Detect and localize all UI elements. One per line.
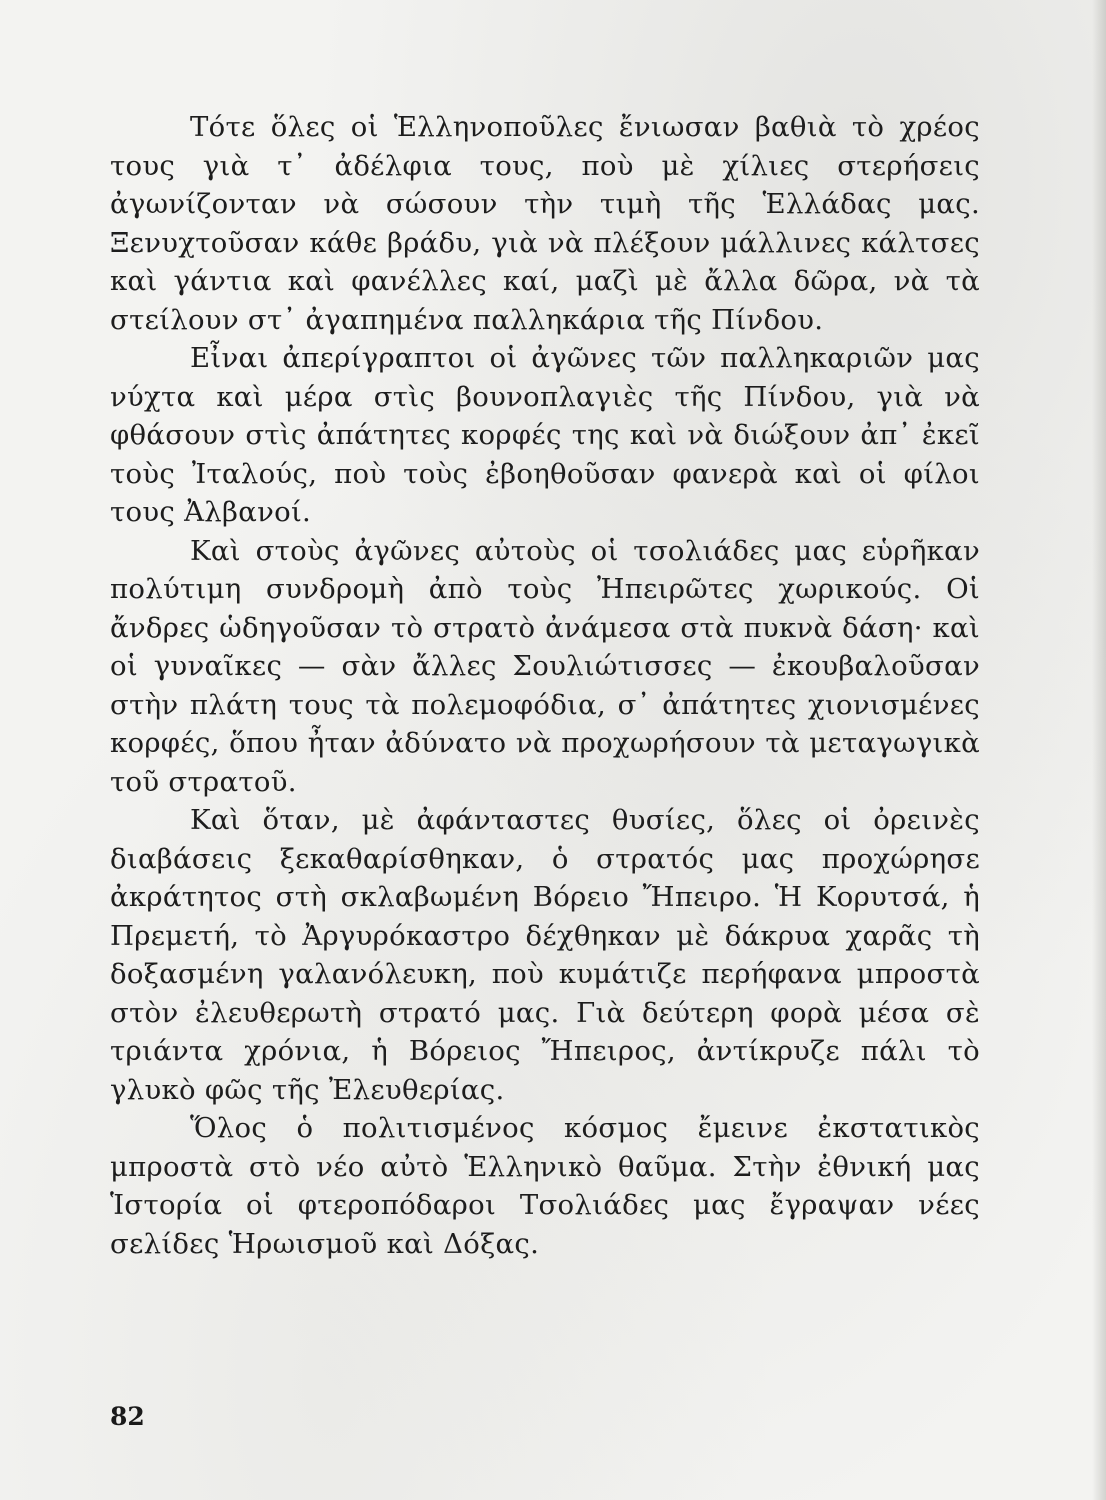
paragraph-5: Ὅλος ὁ πολιτισμένος κόσμος ἔμεινε ἐκστατικὸς μπροστὰ στὸ νέο αὐτὸ Ἑλληνικὸ θαῦμα. Στὴν ἐθνική μας Ἱστορία οἱ φτεροπόδαροι Τσολιάδες μας ἔγραψαν νέες σελίδες Ἡρωισμοῦ καὶ Δόξας. (110, 1112, 980, 1260)
paragraph-1: Τότε ὅλες οἱ Ἑλληνοποῦλες ἔνιωσαν βαθιὰ τὸ χρέος τους γιὰ τ᾽ ἀδέλφια τους, ποὺ μὲ χίλιες στερήσεις ἀγωνίζονταν νὰ σώσουν τὴν τιμὴ τῆς Ἑλλάδας μας. Ξενυχτοῦσαν κάθε βράδυ, γιὰ νὰ πλέξουν μάλλινες κάλτσες καὶ γάντια καὶ φανέλλες καί, μαζὶ μὲ ἄλλα δῶρα, νὰ τὰ στείλουν στ᾽ ἀγαπημένα παλληκάρια τῆς Πίνδου. (110, 111, 980, 336)
body-text (110, 108, 980, 1263)
paragraph-2: Εἶναι ἀπερίγραπτοι οἱ ἀγῶνες τῶν παλληκαριῶν μας νύχτα καὶ μέρα στὶς βουνοπλαγιὲς τῆς Πίνδου, γιὰ νὰ φθάσουν στὶς ἀπάτητες κορφές της καὶ νὰ διώξουν ἀπ᾽ ἐκεῖ τοὺς Ἰταλούς, ποὺ τοὺς ἐβοηθοῦσαν φανερὰ καὶ οἱ φίλοι τους Ἀλβανοί. (110, 342, 980, 528)
paragraph-3: Καὶ στοὺς ἀγῶνες αὐτοὺς οἱ τσολιάδες μας εὑρῆκαν πολύτιμη συνδρομὴ ἀπὸ τοὺς Ἠπειρῶτες χωρικούς. Οἱ ἄνδρες ὡδηγοῦσαν τὸ στρατὸ ἀνάμεσα στὰ πυκνὰ δάση· καὶ οἱ γυναῖκες — σὰν ἄλλες Σουλιώτισσες — ἐκουβαλοῦσαν στὴν πλάτη τους τὰ πολεμοφόδια, σ᾽ ἀπάτητες χιονισμένες κορφές, ὅπου ἦταν ἀδύνατο νὰ προχωρήσουν τὰ μεταγωγικὰ τοῦ στρατοῦ. (110, 534, 980, 798)
page-number: 82 (110, 1402, 145, 1431)
paragraph-4: Καὶ ὅταν, μὲ ἀφάνταστες θυσίες, ὅλες οἱ ὀρεινὲς διαβάσεις ξεκαθαρίσθηκαν, ὁ στρατός μας προχώρησε ἀκράτητος στὴ σκλαβωμένη Βόρειο Ἤπειρο. Ἡ Κορυτσά, ἡ Πρεμετή, τὸ Ἀργυρόκαστρο δέχθηκαν μὲ δάκρυα χαρᾶς τὴ δοξασμένη γαλανόλευκη, ποὺ κυμάτιζε περήφανα μπροστὰ στὸν ἐλευθερωτὴ στρατό μας. Γιὰ δεύτερη φορὰ μέσα σὲ τριάντα χρόνια, ἡ Βόρειος Ἤπειρος, ἀντίκρυζε πάλι τὸ γλυκὸ φῶς τῆς Ἐλευθερίας. (110, 804, 980, 1106)
page-edge-shadow (1092, 0, 1106, 1500)
